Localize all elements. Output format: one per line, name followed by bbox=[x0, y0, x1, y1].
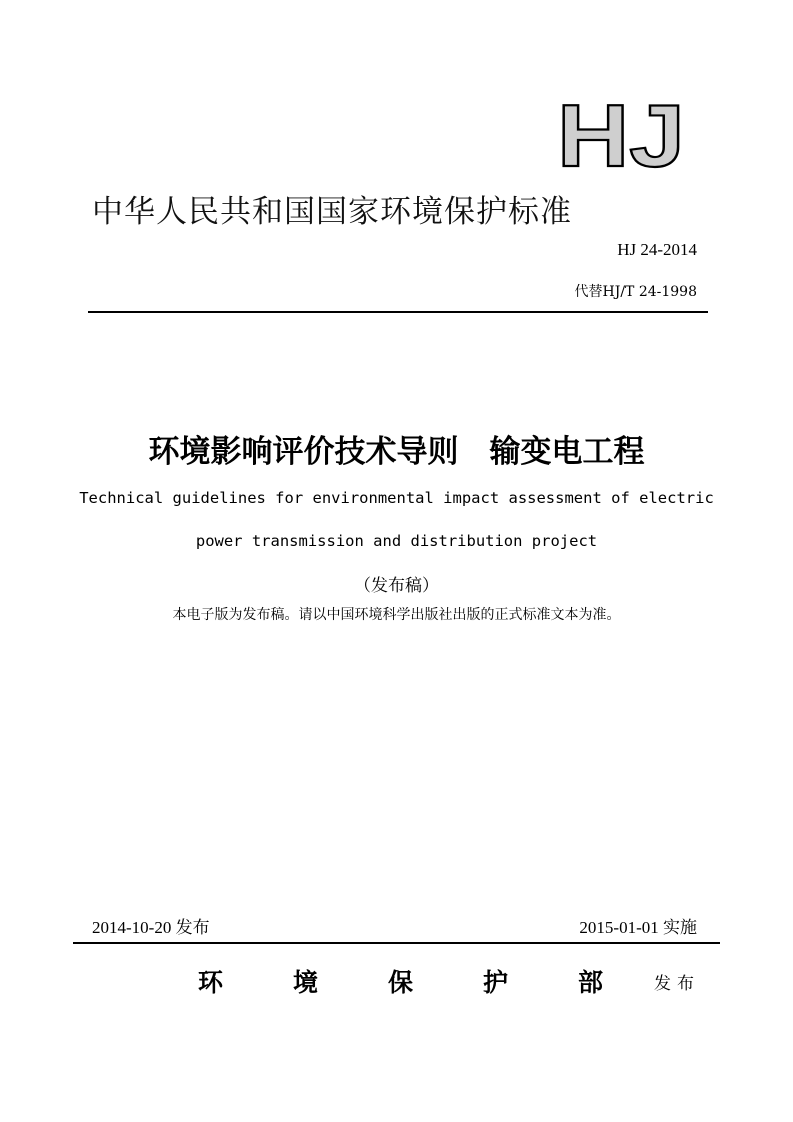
title-chinese: 环境影响评价技术导则 输变电工程 bbox=[148, 434, 645, 470]
ministry-char: 境 bbox=[293, 968, 319, 997]
title-english-line2: power transmission and distribution project bbox=[195, 532, 598, 550]
ministry-char: 环 bbox=[198, 968, 224, 997]
replaces-code: 代替HJ/T 24-1998 bbox=[574, 284, 697, 300]
standard-type: 中华人民共和国国家环境保护标准 bbox=[92, 194, 572, 230]
hj-logo-text: HJ bbox=[557, 96, 685, 170]
title-english-line1: Technical guidelines for environmental impact assessment of electric bbox=[79, 489, 714, 507]
issuing-ministry bbox=[198, 963, 673, 999]
ministry-char: 护 bbox=[483, 968, 509, 997]
issue-date: 2014-10-20 发布 bbox=[92, 918, 210, 937]
publish-label: 发布 bbox=[654, 974, 700, 994]
header-rule bbox=[88, 311, 708, 313]
ministry-char: 部 bbox=[578, 968, 604, 997]
hj-logo bbox=[555, 96, 689, 170]
effective-date: 2015-01-01 实施 bbox=[579, 918, 697, 937]
standard-code: HJ 24-2014 bbox=[617, 240, 697, 259]
footer-rule bbox=[73, 942, 720, 944]
draft-label: （发布稿） bbox=[354, 576, 439, 596]
edition-note: 本电子版为发布稿。请以中国环境科学出版社出版的正式标准文本为准。 bbox=[172, 607, 621, 623]
ministry-char: 保 bbox=[388, 968, 414, 997]
